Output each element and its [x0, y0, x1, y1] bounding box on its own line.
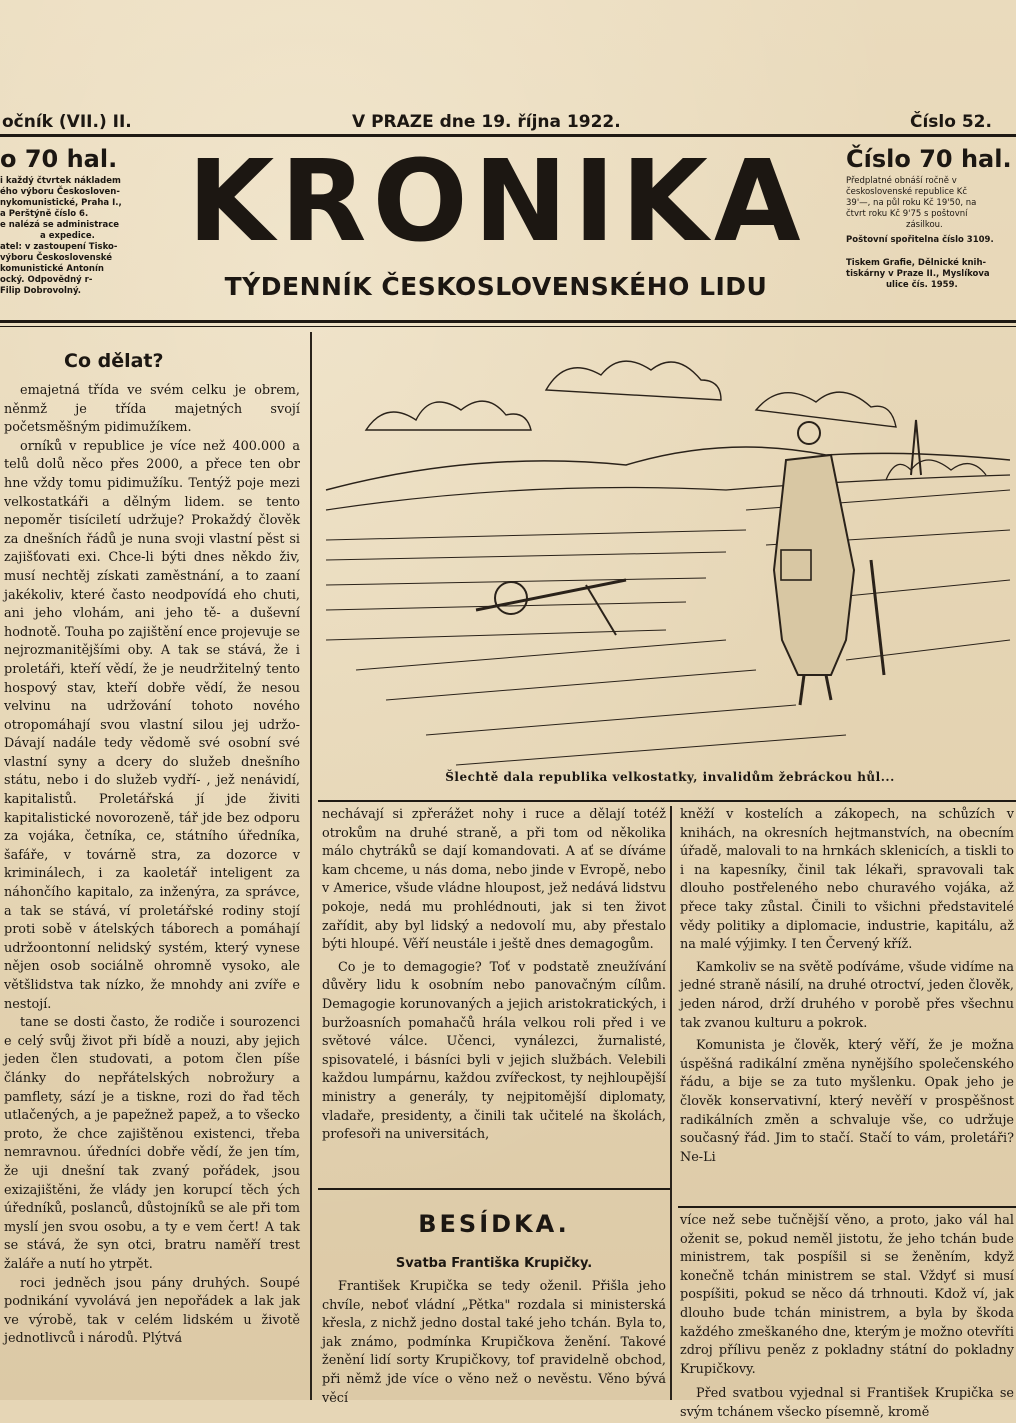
column-right-paragraph: Komunista je člověk, který věří, že je možna úspěšná radikální změna nynějšího společenského řádu, a bije se za tuto myšlenku. Opak jeho je člověk konservativní, který nevěří v prospěšnost radikálních změn a schvaluje vše, co udržuje současný řád. Jim to stačí. Stačí to vám, proletáři? Ne-Li — [680, 1038, 1014, 1165]
left-info-line: výboru Československé — [0, 253, 112, 263]
left-info-line: i každý čtvrtek nákladem — [0, 176, 121, 186]
left-info-line: ocký. Odpovědný r- — [0, 275, 93, 285]
volume-label: očník (VII.) II. — [2, 112, 132, 132]
left-info-line: ého výboru Českosloven- — [0, 187, 120, 197]
column-right-paragraph: Kamkoliv se na světě podíváme, všude vidíme na jedné straně násilí, na druhé otroctví, jeden člověk, jeden národ, drží druhého v porobě přes všechnu tak zvanou kulturu a pokrok. — [680, 959, 1014, 1031]
dateline: V PRAZE dne 19. října 1922. — [352, 112, 621, 132]
right-info-line: Poštovní spořitelna číslo 3109. — [846, 235, 994, 245]
column-middle-paragraph: nechávají si zpřerážet nohy i ruce a dělají totéž otrokům na druhé straně, a při tom od několika málo chytráků se dají komandovati. A ať se díváme kam chceme, u nás doma, nebo jinde v Evropě, nebo v Americe, všude vládne hloupost, jež nedává lidstvu pokoje, nedá mu prohlédnouti, jak si ten život zařídit, aby byl lidský a nedovolí mu, aby přestalo býti hloupé. Věří neustále i ještě dnes demagogům. — [322, 807, 666, 953]
right-info-line: Tiskem Grafie, Dělnické knih- — [846, 258, 987, 268]
left-info-line: Filip Dobrovolný. — [0, 286, 81, 296]
right-info-line: československé republice Kč — [846, 187, 968, 197]
column-right-paragraph: kněží v kostelích a zákopech, na schůzích v knihách, na okresních hejtmanstvích, na obecním úřadě, malovali to na hrnkách sklenicích, a tiskli to i na kapesníky, činil tak lékaři, spravovali tak dlouho postřeleného nebo churavého vojáka, až přece taky zůstal. Činili to všichni představitelé vědy politiky a diplomacie, industrie, kapitálu, až na malé výjimky. I ten Červený kříž. — [680, 807, 1014, 953]
left-info-line: a expedice. — [40, 231, 95, 241]
right-info-line: čtvrt roku Kč 9'75 s poštovní — [846, 209, 968, 219]
right-info-line: Předplatné obnáší ročně v — [846, 176, 957, 186]
column-divider-left — [310, 332, 312, 1400]
right-info-line: 39'—, na půl roku Kč 19'50, na — [846, 198, 977, 208]
right-info-text — [846, 176, 1014, 291]
besidka-continuation-paragraph: více než sebe tučnější věno, a proto, jako vál hal oženit se, pokud neměl jistotu, že jeho tchán bude ministrem, tak pospíšil si se ženěním, když konečně tchán ministrem se stal. Vždyť si musí pospíšiti, pokud se něco dá trhnouti. Kdož ví, jak dlouho bude tchán ministrem, a byla by škoda každého zmeškaného dne, kterým je možno otevříti zdroj přílivu peněz z pokladny státní do pokladny Krupičkovy. — [680, 1213, 1014, 1377]
article-title: Co dělat? — [64, 350, 164, 372]
besidka-right-rule — [678, 1206, 1016, 1208]
besidka-top-rule — [318, 1188, 670, 1190]
besidka-subtitle: Svatba Františka Krupičky. — [395, 1256, 593, 1271]
left-info-line: e nalézá se administrace — [0, 220, 120, 230]
right-info-line: tiskárny v Praze II., Myslíkova — [846, 269, 990, 279]
left-info-line: nykomunistické, Praha I., — [0, 198, 122, 208]
right-info-line: ulice čís. 1959. — [886, 280, 958, 290]
besidka-body — [322, 1278, 666, 1406]
left-price: o 70 hal. — [0, 145, 118, 173]
besidka-title: BESÍDKA. — [418, 1210, 570, 1238]
issue-number: Číslo 52. — [910, 112, 992, 132]
illustration-caption: Šlechtě dala republika velkostatky, invalidům žebráckou hůl... — [445, 770, 895, 784]
article-paragraph: orníků v republice je více než 400.000 a telů dolů něco přes 2000, a přece ten obr hne vždy tomu pidimužíku. Tentýž poje mezi velkostatkáři a dělným lidem. se tento nepoměr tisíciletí udržuje? Prokaždý člověk za dnešních řádů je nuna svoji vlastní pěst si zajišťovati exi. Chce-li býti dnes někdo živ, musí nechtěj získati zaměstnání, a to zaaní jakékoliv, které často neodpovídá eho chuti, ani jeho vlohám, ani jeho tě- a duševní hodnotě. Touha po zajištění ence projevuje se nejrozmanitějšími oby. A tak se stává, že i proletáři, kteří vědí, že je neudržitelný tento hospový stav, kteří dobře vědí, že nesou velvinu na udržování tohoto nového otropomáhají svou vlastní silou jej udržo- Dávají nadále tedy vědomě své osobní své vlastní syny a dcery do služeb dnešního státu, nebo i do služeb vydří- , jež nenávidí, kapitalistů. Proletářská jí jde živiti kapitalistické novorozeně, tář jde bez odporu za vojáka, četníka, ce, státního úředníka, šafáře, v továrně stra, za dozorce v kriminálech, i za kaoletář inteligent za náhončího kapitalo, za inženýra, za správce, a tak se stává, ví proletářské rodiny stojí proti sobě v átelských táborech a pomáhají udržoontonní nelidský systém, který vynese nějen osob sociálně ohromně vysoko, ale většlidstva tak nízko, že mnohdy ani zvíře e nestojí. — [4, 438, 300, 1012]
left-info-box — [0, 145, 158, 297]
column-right — [680, 806, 1014, 1186]
left-info-line: atel: v zastoupení Tisko- — [0, 242, 118, 252]
masthead-bottom-rule-thin — [0, 326, 1016, 327]
besidka-paragraph: František Krupička se tedy oženil. Přišla jeho chvíle, neboť vládní „Pětka" rozdala si ministerská křesla, z nichž jedno dostal také jeho tchán. Byla to, jak známo, podmínka Krupičkova ženění. Takové ženění lidí sorty Krupičkovy, tof pravidelně obchod, při němž jde více o věno než o nevěstu. Věno bývá věcí — [322, 1279, 666, 1406]
article-paragraph: tane se dosti často, že rodiče i sourozenci e celý svůj život při bídě a nouzi, aby jejich jeden člen studovati, a potom člen píše články do nepřátelských nobrožury a pamflety, sází je a tiskne, rozi do řad těch utlačených, a je papežnež papež, a to všecko proto, že chce zajištěnou existenci, třeba nemravnou. úředníci dobře vědí, že jen tím, že uji dnešní tak zvaný pořádek, jsou exizajištěni, že vlády jen korupcí těch ých úředníků, poslanců, důstojníků se ale při tom myslí jen svou osobu, a ty e vem čert! A tak se stává, že syn otci, bratru naměří trest žaláře a nutí ho ytrpět. — [4, 1015, 300, 1272]
left-info-line: a Perštýně číslo 6. — [0, 209, 89, 219]
left-info-line: komunistické Antonín — [0, 264, 104, 274]
column-divider-right — [670, 806, 672, 1400]
illustration-bottom-rule — [318, 800, 1016, 802]
article-paragraph: emajetná třída ve svém celku je obrem, něnmž je třída majetných svojí početsměšným pidimužíkem. — [4, 383, 300, 436]
column-middle-paragraph: Co je to demagogie? Toť v podstatě zneužívání důvěry lidu k osobním nebo panovačným cílům. Demagogie korunovaných a jejich aristokratických, i buržoasních pomahačů hrála velkou roli před i ve světové válce. Učenci, vynálezci, žurnalisté, spisovatelé, i básníci byli v jejich službách. Velebili každou lumpárnu, každou zvířeckost, ty nejhloupější ministry a generály, ty nejpitomější diplomaty, vladaře, presidenty, a činili tak učitelé na školách, profesoři na universitách, — [322, 959, 666, 1143]
besidka-continuation — [680, 1212, 1014, 1420]
right-info-line: zásilkou. — [906, 220, 943, 230]
newspaper-subtitle: TÝDENNÍK ČESKOSLOVENSKÉHO LIDU — [224, 272, 768, 301]
illustration-invalid-veteran — [326, 340, 1010, 765]
besidka-continuation-paragraph: Před svatbou vyjednal si František Krupička se svým tchánem všecko písemně, kromě — [680, 1386, 1014, 1420]
article-main-body — [4, 382, 300, 1400]
column-middle — [322, 806, 666, 1186]
masthead-bottom-rule — [0, 320, 1016, 323]
newspaper-title: KRONIKA — [187, 137, 807, 267]
left-info-text — [0, 176, 158, 297]
article-paragraph: roci jedněch jsou pány druhých. Soupé podnikání vyvolává jen nepořádek a lak jak ve výrobě, tak v celém lidském u životě jednotlivců i národů. Plýtvá — [4, 1275, 300, 1347]
right-info-box — [846, 145, 1014, 291]
right-price: Číslo 70 hal. — [846, 145, 1012, 173]
